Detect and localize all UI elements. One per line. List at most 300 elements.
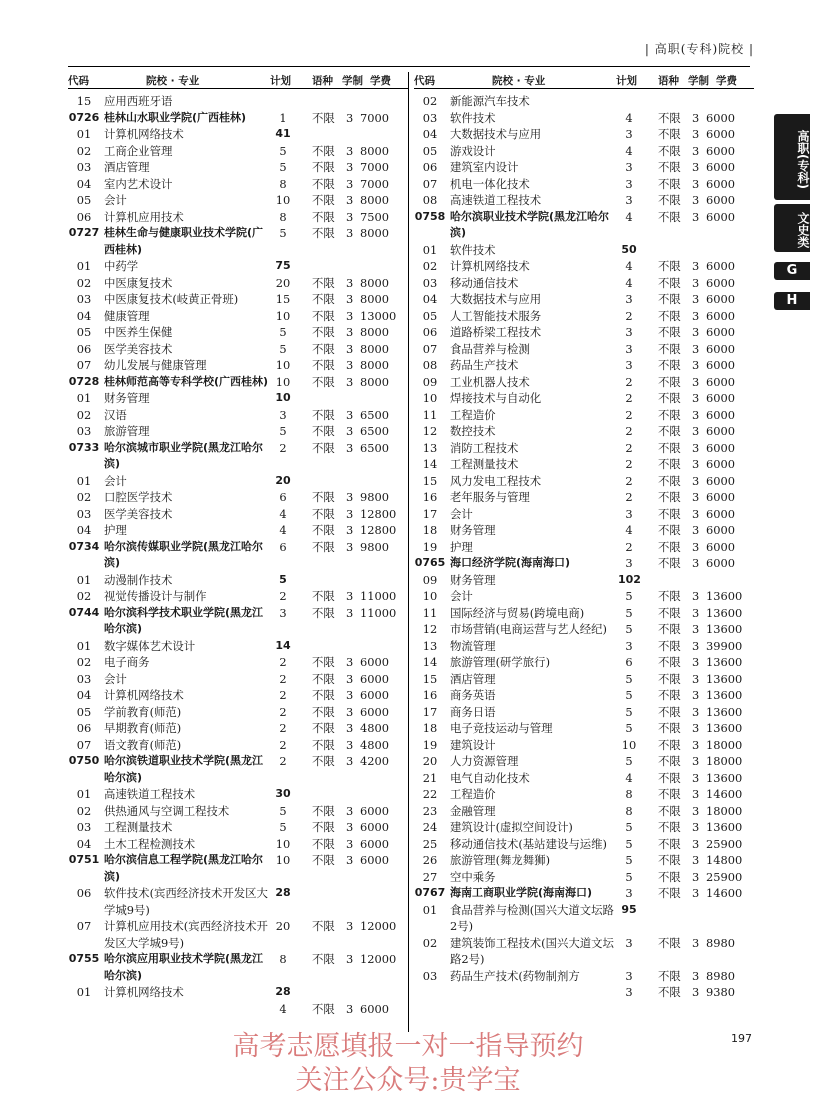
row-fee: 13600 — [706, 704, 743, 719]
row-lang: 不限 — [658, 308, 681, 323]
row-plan: 14 — [275, 638, 291, 652]
row-plan: 3 — [625, 968, 633, 983]
row-code: 26 — [422, 853, 438, 867]
row-fee: 4200 — [360, 754, 389, 768]
page-header: | 高职(专科)院校 | — [644, 42, 754, 56]
row-plan: 3 — [279, 407, 287, 422]
row-lang: 不限 — [658, 143, 681, 158]
row-plan: 3 — [625, 556, 633, 570]
row-lang: 不限 — [658, 275, 681, 290]
row-lang: 不限 — [312, 704, 335, 719]
row-years: 3 — [346, 275, 354, 290]
row-name: 语文教育(师范) — [104, 737, 182, 752]
row-code: 08 — [422, 358, 438, 372]
row-name: 旅游管理(研学旅行) — [450, 655, 551, 669]
row-code: 0728 — [68, 374, 100, 388]
row-code: 0758 — [414, 209, 446, 223]
row-name: 风力发电工程技术 — [450, 473, 542, 488]
row-lang: 不限 — [312, 506, 335, 521]
row-years: 3 — [692, 275, 700, 290]
row-name: 中医康复技术 — [104, 275, 173, 290]
row-name: 工程造价 — [450, 407, 496, 422]
row-name: 机电一体化技术 — [450, 176, 530, 191]
row-plan: 2 — [625, 440, 633, 455]
row-code: 04 — [76, 308, 92, 323]
tab-h[interactable]: H — [774, 292, 810, 310]
row-years: 3 — [692, 820, 700, 834]
row-lang: 不限 — [658, 556, 681, 570]
row-name: 视觉传播设计与制作 — [104, 589, 207, 603]
row-name: 财务管理 — [450, 572, 496, 587]
row-lang: 不限 — [658, 440, 681, 455]
row-fee: 13000 — [360, 308, 397, 323]
row-years: 3 — [692, 176, 700, 191]
row-plan: 5 — [625, 820, 633, 834]
row-years: 3 — [346, 424, 354, 438]
row-plan: 5 — [279, 325, 287, 339]
row-years: 3 — [692, 836, 700, 851]
row-lang: 不限 — [658, 391, 681, 405]
row-name: 电子商务 — [104, 655, 150, 669]
row-fee: 6000 — [706, 440, 735, 455]
row-code: 09 — [422, 572, 438, 587]
row-plan: 4 — [625, 770, 633, 785]
row-code: 14 — [422, 457, 438, 471]
row-years: 3 — [692, 671, 700, 686]
row-code: 20 — [422, 754, 438, 768]
row-code: 15 — [422, 473, 438, 488]
row-name: 哈尔滨应用职业技术学院(黑龙江哈尔滨) — [104, 952, 264, 982]
row-fee: 7500 — [360, 209, 389, 224]
row-code: 02 — [76, 143, 92, 158]
row-code: 02 — [76, 655, 92, 669]
row-code: 13 — [422, 440, 438, 455]
row-lang: 不限 — [312, 688, 335, 702]
row-code: 04 — [76, 688, 92, 702]
row-code: 01 — [76, 638, 92, 653]
row-fee: 6000 — [706, 292, 735, 306]
row-lang: 不限 — [658, 292, 681, 306]
row-years: 3 — [346, 490, 354, 504]
row-name: 会计 — [450, 589, 473, 603]
row-years: 3 — [346, 325, 354, 339]
row-code: 05 — [76, 704, 92, 719]
row-fee: 13600 — [706, 605, 743, 620]
right-rows — [414, 93, 754, 999]
row-years: 3 — [692, 391, 700, 405]
row-name: 建筑室内设计 — [450, 160, 519, 174]
row-years: 3 — [692, 292, 700, 306]
row-lang: 不限 — [312, 523, 335, 537]
row-fee: 13600 — [706, 589, 743, 603]
row-lang: 不限 — [658, 127, 681, 141]
row-plan: 28 — [275, 886, 291, 899]
row-name: 消防工程技术 — [450, 440, 519, 455]
row-name: 计算机网络技术 — [450, 259, 530, 273]
row-plan: 4 — [625, 209, 633, 224]
row-lang: 不限 — [658, 688, 681, 702]
row-lang: 不限 — [312, 539, 335, 554]
row-fee: 12000 — [360, 952, 397, 966]
row-years: 3 — [692, 440, 700, 455]
header-fee: 学费 — [370, 75, 391, 87]
row-code: 01 — [422, 902, 438, 917]
row-name: 汉语 — [104, 407, 127, 422]
row-plan: 3 — [625, 358, 633, 372]
header-plan: 计划 — [270, 75, 291, 87]
watermark-line-1: 高考志愿填报一对一指导预约 — [232, 1031, 584, 1062]
row-name: 幼儿发展与健康管理 — [104, 358, 207, 372]
row-code: 01 — [76, 391, 92, 405]
row-years: 3 — [692, 506, 700, 521]
row-lang: 不限 — [312, 1001, 335, 1016]
row-plan: 1 — [279, 110, 287, 125]
row-lang: 不限 — [658, 539, 681, 554]
row-name: 工业机器人技术 — [450, 374, 530, 389]
row-plan: 3 — [625, 985, 633, 999]
row-name: 中医养生保健 — [104, 325, 173, 339]
row-name: 会计 — [104, 473, 127, 488]
row-lang: 不限 — [658, 605, 681, 620]
row-name: 会计 — [104, 671, 127, 686]
row-plan: 10 — [275, 374, 291, 389]
row-code: 22 — [422, 787, 438, 801]
row-years: 3 — [346, 754, 354, 768]
row-plan: 3 — [625, 193, 633, 207]
row-plan: 20 — [275, 919, 291, 933]
row-lang: 不限 — [658, 968, 681, 983]
row-lang: 不限 — [658, 886, 681, 900]
right-column — [414, 72, 754, 999]
row-fee: 6000 — [360, 820, 389, 834]
row-plan: 8 — [279, 176, 287, 191]
row-plan: 4 — [625, 110, 633, 125]
row-name: 高速铁道工程技术 — [104, 787, 196, 801]
row-years: 3 — [692, 160, 700, 174]
row-code: 06 — [76, 721, 92, 735]
row-years: 3 — [692, 622, 700, 636]
row-lang: 不限 — [658, 424, 681, 438]
row-lang: 不限 — [312, 605, 335, 620]
row-code: 03 — [422, 110, 438, 125]
row-years: 3 — [692, 374, 700, 389]
row-years: 3 — [346, 407, 354, 422]
row-lang: 不限 — [658, 209, 681, 224]
row-name: 软件技术 — [450, 242, 496, 257]
row-years: 3 — [692, 556, 700, 570]
row-name: 人力资源管理 — [450, 754, 519, 768]
row-code: 0744 — [68, 605, 100, 619]
row-code: 07 — [76, 737, 92, 752]
header-years: 学制 — [688, 75, 709, 87]
row-plan: 3 — [625, 506, 633, 521]
row-lang: 不限 — [312, 853, 335, 867]
row-code: 04 — [76, 176, 92, 191]
row-name: 桂林师范高等专科学校(广西桂林) — [104, 374, 269, 388]
row-name: 中药学 — [104, 259, 139, 273]
row-code: 0751 — [68, 853, 100, 866]
row-years: 3 — [346, 836, 354, 851]
row-code: 02 — [76, 490, 92, 504]
row-plan: 2 — [625, 391, 633, 405]
row-code: 06 — [76, 341, 92, 356]
major-row — [414, 968, 754, 999]
row-lang: 不限 — [312, 919, 335, 933]
row-years: 3 — [692, 473, 700, 488]
row-fee: 6000 — [706, 193, 735, 207]
row-lang: 不限 — [658, 176, 681, 191]
row-years: 3 — [346, 374, 354, 389]
row-years: 3 — [692, 968, 700, 983]
row-code: 0767 — [414, 886, 446, 899]
row-plan: 2 — [279, 688, 287, 702]
row-name: 大数据技术与应用 — [450, 127, 542, 141]
row-years: 3 — [692, 787, 700, 801]
tab-g[interactable]: G — [774, 262, 810, 280]
tab-gaozhi[interactable]: 高职(专科) — [774, 114, 810, 200]
row-fee: 6000 — [706, 391, 735, 405]
row-lang: 不限 — [312, 176, 335, 191]
row-years: 3 — [346, 292, 354, 306]
row-code: 19 — [422, 737, 438, 752]
row-lang: 不限 — [312, 820, 335, 834]
row-code: 02 — [76, 407, 92, 422]
row-lang: 不限 — [658, 622, 681, 636]
row-name: 移动通信技术 — [450, 275, 519, 290]
row-lang: 不限 — [658, 787, 681, 801]
row-plan: 5 — [279, 226, 287, 240]
row-code: 03 — [76, 160, 92, 174]
row-code: 03 — [76, 820, 92, 834]
row-name: 护理 — [450, 539, 473, 554]
row-name: 计算机网络技术 — [104, 127, 184, 141]
row-name: 市场营销(电商运营与艺人经纪) — [450, 622, 607, 636]
row-years: 3 — [346, 440, 354, 455]
row-plan: 41 — [275, 127, 291, 140]
row-lang: 不限 — [658, 869, 681, 884]
row-code: 17 — [422, 704, 438, 719]
row-name: 老年服务与管理 — [450, 490, 530, 504]
row-years: 3 — [346, 853, 354, 867]
row-plan: 2 — [279, 704, 287, 719]
row-lang: 不限 — [312, 374, 335, 389]
row-plan: 3 — [625, 292, 633, 306]
row-name: 口腔医学技术 — [104, 490, 173, 504]
row-fee: 8000 — [360, 341, 389, 356]
row-code: 19 — [422, 539, 438, 554]
row-plan: 5 — [625, 754, 633, 768]
row-lang: 不限 — [658, 193, 681, 207]
tab-wenshi[interactable]: 文史类 — [774, 204, 810, 252]
row-fee: 8000 — [360, 358, 389, 372]
row-plan: 4 — [625, 143, 633, 158]
table-header — [68, 72, 408, 89]
row-lang: 不限 — [658, 407, 681, 422]
row-code: 01 — [76, 787, 92, 801]
header-name: 院校 · 专业 — [146, 75, 200, 87]
row-lang: 不限 — [312, 721, 335, 735]
row-plan: 4 — [279, 1001, 287, 1016]
row-years: 3 — [692, 490, 700, 504]
row-plan: 28 — [275, 985, 291, 998]
row-fee: 14600 — [706, 787, 743, 801]
row-plan: 4 — [279, 523, 287, 537]
row-fee: 6000 — [706, 539, 735, 554]
row-code: 0734 — [68, 539, 100, 553]
row-lang: 不限 — [312, 952, 335, 966]
row-fee: 14800 — [706, 853, 743, 867]
row-code: 05 — [422, 143, 438, 158]
row-plan: 2 — [625, 457, 633, 471]
row-name: 土木工程检测技术 — [104, 836, 196, 851]
row-plan: 2 — [279, 655, 287, 669]
row-name: 酒店管理 — [104, 160, 150, 174]
row-lang: 不限 — [658, 374, 681, 389]
row-lang: 不限 — [312, 143, 335, 158]
row-years: 3 — [346, 226, 354, 240]
row-plan: 4 — [625, 275, 633, 290]
row-name: 食品营养与检测 — [450, 341, 530, 356]
row-fee: 6000 — [706, 143, 735, 158]
row-fee: 9800 — [360, 490, 389, 504]
row-name: 工程测量技术 — [450, 457, 519, 471]
row-code: 21 — [422, 770, 438, 785]
row-years: 3 — [692, 424, 700, 438]
row-fee: 11000 — [360, 589, 397, 603]
row-fee: 18000 — [706, 803, 743, 818]
row-fee: 18000 — [706, 737, 743, 752]
row-plan: 3 — [625, 325, 633, 339]
row-code: 0733 — [68, 440, 100, 454]
row-plan: 2 — [625, 539, 633, 554]
row-name: 海南工商职业学院(海南海口) — [450, 886, 593, 899]
row-lang: 不限 — [658, 358, 681, 372]
row-lang: 不限 — [312, 110, 335, 125]
row-years: 3 — [692, 127, 700, 141]
row-name: 财务管理 — [104, 391, 150, 405]
row-plan: 4 — [625, 259, 633, 273]
row-years: 3 — [346, 919, 354, 933]
row-lang: 不限 — [312, 407, 335, 422]
row-years: 3 — [346, 721, 354, 735]
row-name: 计算机应用技术 — [104, 209, 184, 224]
header-code: 代码 — [68, 75, 89, 87]
row-years: 3 — [346, 193, 354, 207]
row-code: 02 — [76, 803, 92, 818]
row-plan: 10 — [621, 737, 637, 752]
row-code: 03 — [422, 968, 438, 983]
row-code: 08 — [422, 193, 438, 207]
row-lang: 不限 — [658, 160, 681, 174]
row-code: 06 — [422, 160, 438, 174]
row-years: 3 — [692, 886, 700, 900]
row-fee: 8000 — [360, 226, 389, 240]
row-lang: 不限 — [658, 457, 681, 471]
row-name: 供热通风与空调工程技术 — [104, 803, 230, 818]
row-plan: 5 — [625, 688, 633, 702]
row-code: 18 — [422, 523, 438, 537]
row-fee: 12800 — [360, 523, 397, 537]
row-plan: 3 — [625, 160, 633, 174]
row-code: 16 — [422, 688, 438, 702]
row-plan: 10 — [275, 308, 291, 323]
row-code: 18 — [422, 721, 438, 735]
row-code: 03 — [76, 424, 92, 438]
row-plan: 5 — [279, 424, 287, 438]
row-plan: 5 — [625, 836, 633, 851]
row-name: 工商企业管理 — [104, 143, 173, 158]
row-name: 高速铁道工程技术 — [450, 193, 542, 207]
row-plan: 10 — [275, 358, 291, 372]
row-name: 会计 — [450, 506, 473, 521]
row-years: 3 — [346, 523, 354, 537]
row-code: 10 — [422, 589, 438, 603]
row-lang: 不限 — [658, 820, 681, 834]
row-fee: 13600 — [706, 820, 743, 834]
row-fee: 8000 — [360, 275, 389, 290]
row-fee: 6000 — [706, 473, 735, 488]
row-fee: 13600 — [706, 688, 743, 702]
row-lang: 不限 — [658, 523, 681, 537]
row-plan: 2 — [279, 737, 287, 752]
row-plan: 95 — [621, 902, 637, 916]
row-years: 3 — [692, 853, 700, 867]
row-code: 0755 — [68, 952, 100, 965]
row-fee: 11000 — [360, 605, 397, 620]
row-fee: 13600 — [706, 671, 743, 686]
row-name: 焊接技术与自动化 — [450, 391, 542, 405]
row-lang: 不限 — [312, 440, 335, 455]
row-plan: 2 — [625, 308, 633, 323]
row-fee: 4800 — [360, 737, 389, 752]
row-fee: 13600 — [706, 770, 743, 785]
row-lang: 不限 — [312, 490, 335, 504]
row-years: 3 — [692, 869, 700, 884]
row-fee: 6000 — [360, 836, 389, 851]
row-code: 11 — [422, 407, 438, 422]
row-name: 旅游管理 — [104, 424, 150, 438]
row-code: 05 — [422, 308, 438, 323]
row-fee: 39900 — [706, 638, 743, 653]
row-lang: 不限 — [658, 110, 681, 125]
row-years: 3 — [692, 721, 700, 735]
row-code: 25 — [422, 836, 438, 851]
row-code: 01 — [76, 985, 92, 999]
row-fee: 8980 — [706, 935, 735, 950]
row-years: 3 — [692, 143, 700, 158]
row-years: 3 — [346, 110, 354, 125]
header-fee: 学费 — [716, 75, 737, 87]
row-plan: 10 — [275, 391, 291, 404]
row-name: 商务日语 — [450, 704, 496, 719]
row-name: 哈尔滨传媒职业学院(黑龙江哈尔滨) — [104, 539, 264, 569]
row-code: 03 — [76, 671, 92, 686]
row-fee: 25900 — [706, 869, 743, 884]
row-plan: 3 — [625, 638, 633, 653]
row-lang: 不限 — [658, 853, 681, 867]
row-plan: 8 — [279, 209, 287, 224]
row-code: 02 — [422, 935, 438, 950]
row-name: 计算机网络技术 — [104, 985, 184, 999]
row-fee: 6000 — [706, 341, 735, 356]
row-years: 3 — [692, 110, 700, 125]
row-name: 动漫制作技术 — [104, 572, 173, 587]
row-fee: 6000 — [360, 803, 389, 818]
row-fee: 6000 — [706, 358, 735, 372]
row-name: 道路桥梁工程技术 — [450, 325, 542, 339]
row-fee: 6000 — [360, 704, 389, 719]
row-lang: 不限 — [312, 754, 335, 768]
